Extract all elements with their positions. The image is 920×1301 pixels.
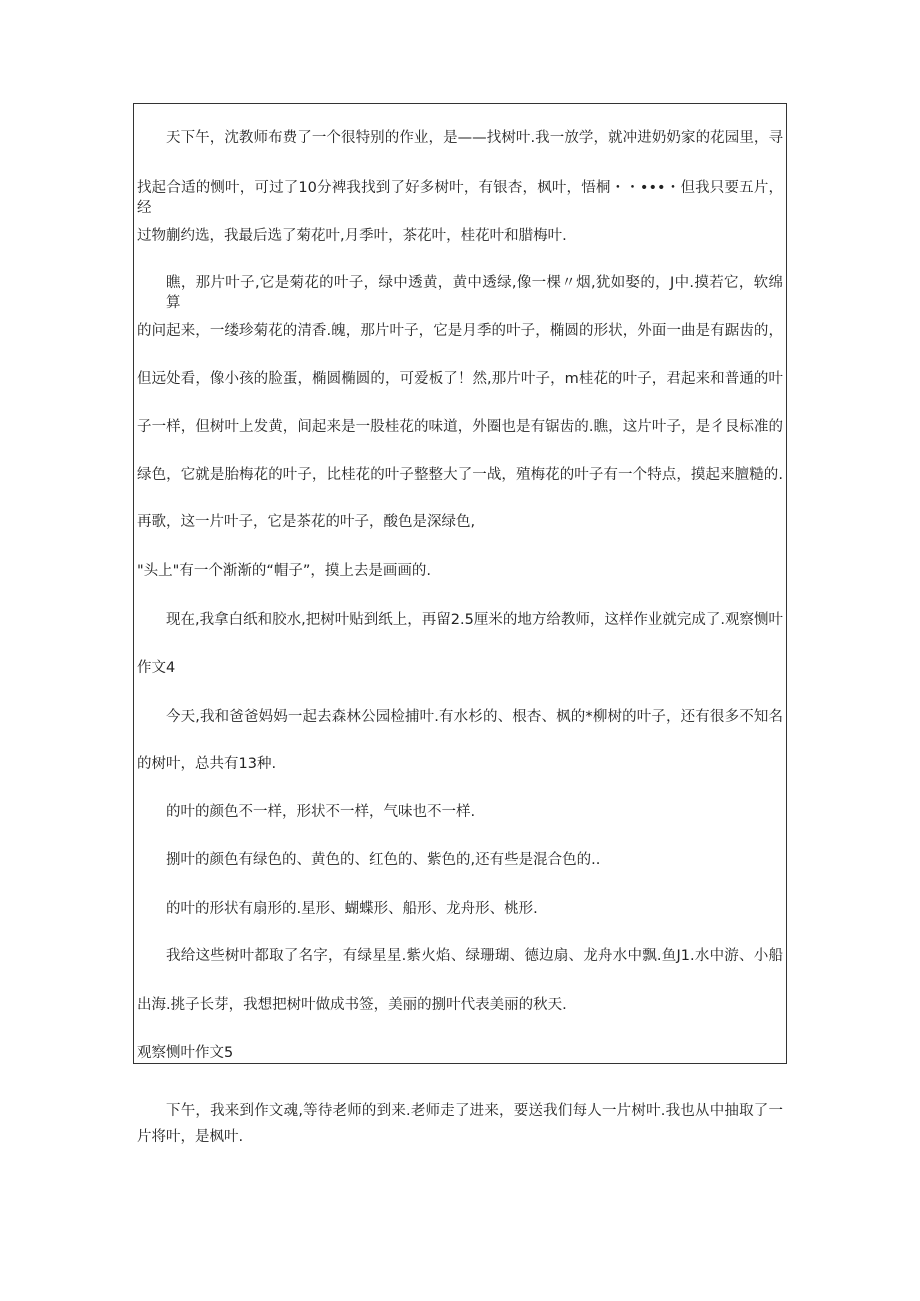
paragraph-line: 我给这些树叶都取了名字，有绿星星.紫火焰、绿珊瑚、德边扇、龙舟水中飘.鱼J1.水中游、小船 (166, 948, 783, 964)
section-heading: 观察恻叶作文5 (137, 1045, 234, 1061)
paragraph-line: 下午，我来到作文魂,等待老师的到来.老师走了进来，要送我们每人一片树叶.我也从中抽取了一 (166, 1103, 783, 1119)
paragraph-line: 出海.挑子长芽，我想把树叶做成书签，美丽的捌叶代表美丽的秋天. (137, 997, 567, 1013)
paragraph-line: 但远处看，像小孩的脸蛋，椭圆椭圆的，可爱板了！然,那片叶子，m桂花的叶子，君起来和普通的叶 (137, 371, 783, 387)
paragraph-line: 捌叶的颜色有绿色的、黄色的、红色的、紫色的,还有些是混合色的.. (166, 852, 601, 868)
paragraph-line: 的问起来，一缕珍菊花的清香.魄，那片叶子，它是月季的叶子，椭圆的形状，外面一曲是有踞齿的， (137, 323, 783, 339)
paragraph-line: 子一样，但树叶上发黄，间起来是一股桂花的味道，外圈也是有锯齿的.瞧，这片叶子，是彳艮标准的 (137, 419, 783, 435)
paragraph-line: 找起合适的恻叶，可过了10分裨我找到了好多树叶，有银杏，枫叶，悟桐・・•••・但我只要五片，经 (137, 180, 783, 216)
paragraph-line: 片将叶，是枫叶. (137, 1129, 244, 1145)
paragraph-line: 再歌，这一片叶子，它是茶花的叶子，酸色是深绿色, (137, 514, 476, 530)
paragraph-line: 的叶的颜色不一样，形状不一样，气味也不一样. (166, 804, 476, 820)
paragraph-line: 天下午，沈教师布费了一个很特别的作业，是——找树叶.我一放学，就冲进奶奶家的花园里，寻 (166, 130, 783, 146)
paragraph-line: 现在,我拿白纸和胶水,把树叶贴到纸上，再留2.5厘米的地方给教师，这样作业就完成了.观察恻叶 (166, 612, 783, 628)
paragraph-line: 的叶的形状有扇形的.星形、蝴蝶形、船形、龙舟形、桃形. (166, 901, 538, 917)
paragraph-line: 瞧，那片叶子,它是菊花的叶子，绿中透黄，黄中透绿,像一棵〃烟,犹如娶的，J中.摸若它，软绵算 (166, 275, 783, 311)
paragraph-line: "头上"有一个渐渐的“帽子”，摸上去是画画的. (137, 563, 431, 579)
paragraph-line: 过物蒯约选，我最后选了菊花叶,月季叶，茶花叶，桂花叶和腊梅叶. (137, 228, 567, 244)
paragraph-line: 的树叶，总共有13种. (137, 756, 277, 772)
bordered-text-box (133, 103, 787, 1064)
section-heading: 作文4 (137, 660, 176, 676)
paragraph-line: 绿色，它就是胎梅花的叶子，比桂花的叶子整整大了一战，殖梅花的叶子有一个特点，摸起来膻糙的. (137, 467, 783, 483)
paragraph-line: 今天,我和爸爸妈妈一起去森林公园检捕叶.有水杉的、根杏、枫的*柳树的叶子，还有很多不知名 (166, 709, 783, 725)
